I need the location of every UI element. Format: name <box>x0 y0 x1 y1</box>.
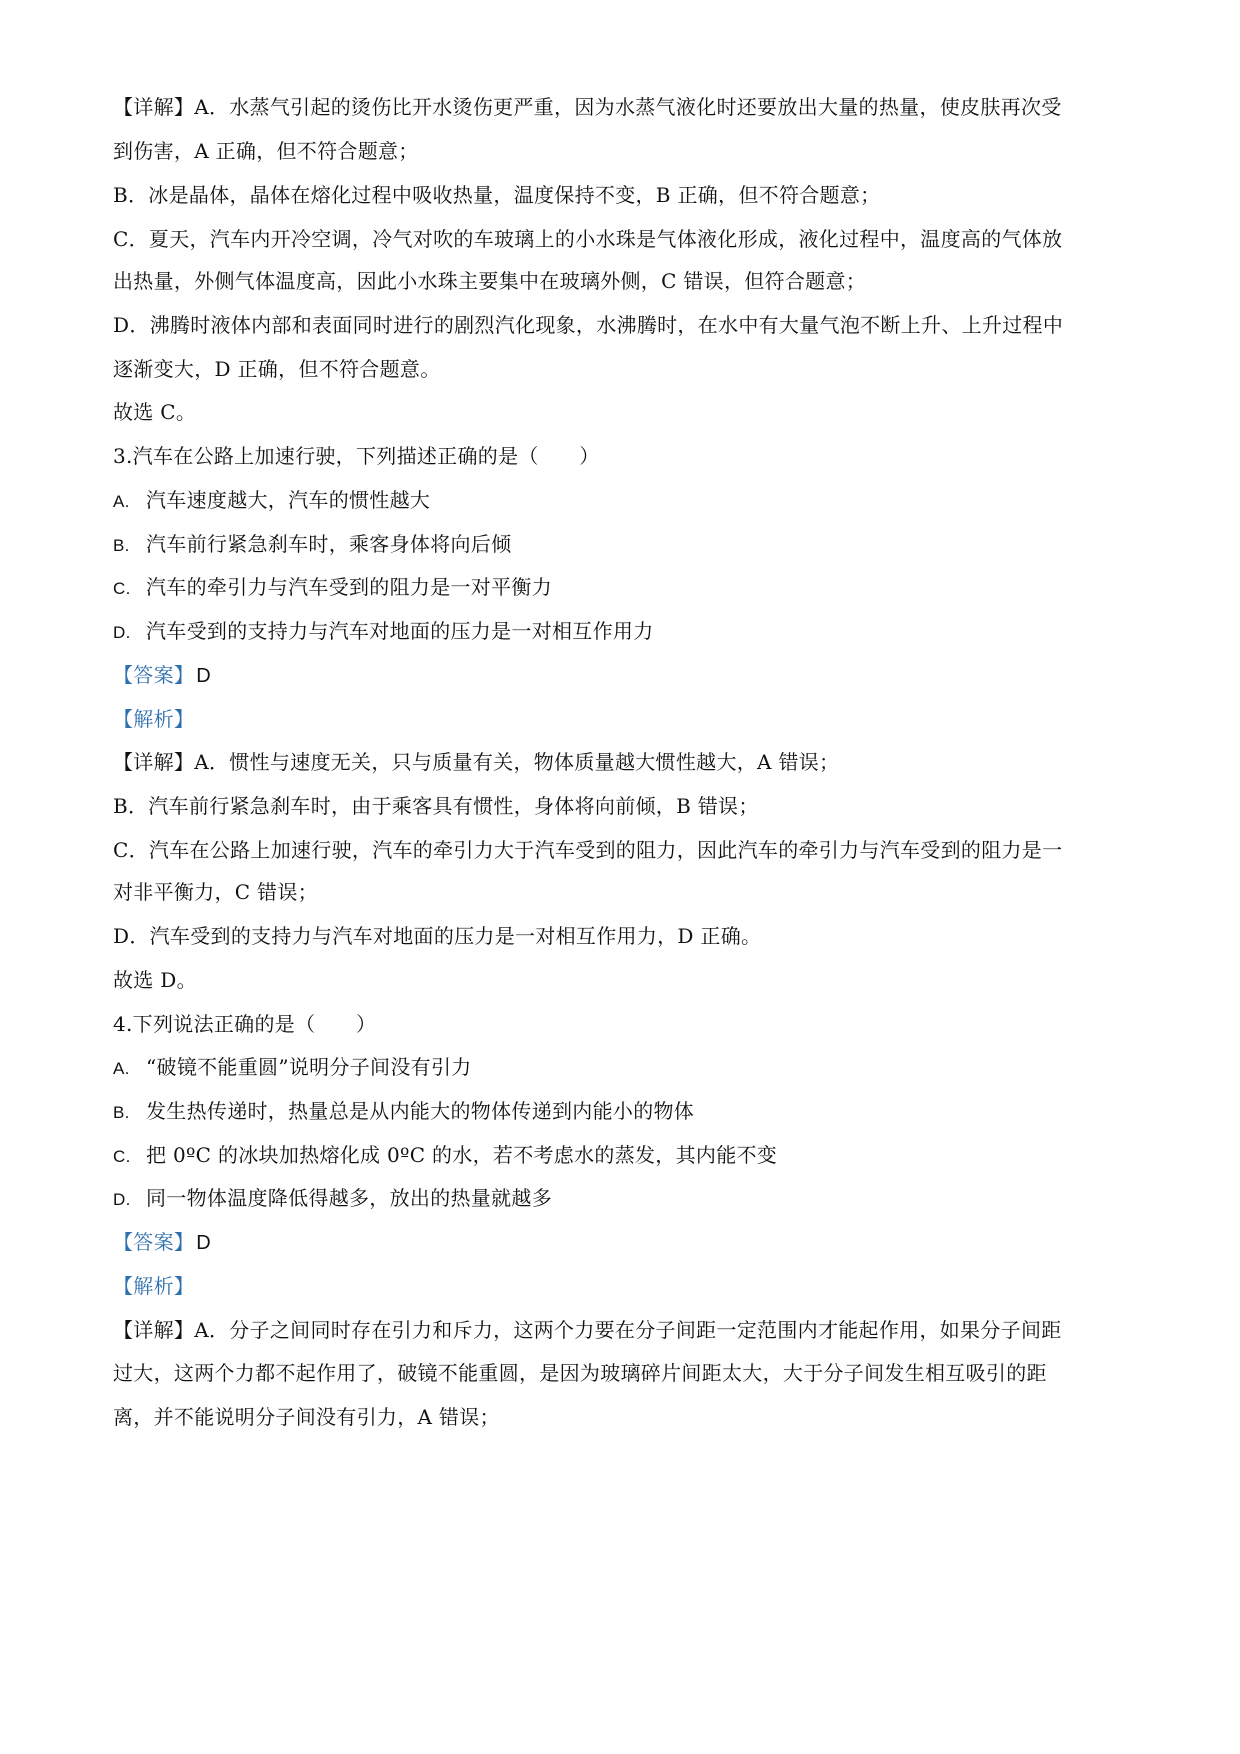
option-letter: C. <box>113 1147 131 1166</box>
option-text: 同一物体温度降低得越多，放出的热量就越多 <box>146 1186 552 1210</box>
option-letter: A. <box>113 1059 130 1078</box>
option-letter: C. <box>113 579 131 598</box>
q4-analysis-label: 【解析】 <box>113 1274 195 1298</box>
q2-conclusion: 故选 C。 <box>113 400 197 424</box>
q3-detail-line-1: 【详解】A．惯性与速度无关，只与质量有关，物体质量越大惯性越大，A 错误； <box>113 750 840 774</box>
q3-conclusion: 故选 D。 <box>113 968 197 992</box>
option-text: 汽车的牵引力与汽车受到的阻力是一对平衡力 <box>146 575 552 599</box>
q3-detail-line-3: C．汽车在公路上加速行驶，汽车的牵引力大于汽车受到的阻力，因此汽车的牵引力与汽车受到的阻力是一 <box>113 838 1063 862</box>
option-text: 汽车速度越大，汽车的惯性越大 <box>146 488 431 512</box>
q4-option-d <box>113 1184 1129 1214</box>
q3-detail-line-2: B．汽车前行紧急刹车时，由于乘客具有惯性，身体将向前倾，B 错误； <box>113 794 759 818</box>
option-letter: B. <box>113 1103 130 1122</box>
option-letter: B. <box>113 536 130 555</box>
q3-analysis-label: 【解析】 <box>113 707 195 731</box>
q2-detail-line-4: C．夏天，汽车内开冷空调，冷气对吹的车玻璃上的小水珠是气体液化形成，液化过程中，温度高的气体放 <box>113 227 1063 251</box>
answer-value: D <box>196 665 211 687</box>
option-text: 汽车前行紧急刹车时，乘客身体将向后倾 <box>146 532 512 556</box>
q3-detail-line-4: 对非平衡力，C 错误； <box>113 880 318 904</box>
answer-label: 【答案】 <box>113 1230 195 1254</box>
q3-option-c <box>113 573 1129 603</box>
q3-option-b <box>113 530 1129 560</box>
option-text: 把 0ºC 的冰块加热熔化成 0ºC 的水，若不考虑水的蒸发，其内能不变 <box>146 1143 778 1167</box>
answer-value: D <box>196 1232 211 1254</box>
q4-detail-line-3: 离，并不能说明分子间没有引力，A 错误； <box>113 1405 500 1429</box>
option-letter: D. <box>113 1190 131 1209</box>
option-letter: A. <box>113 492 130 511</box>
q4-detail-line-1: 【详解】A．分子之间同时存在引力和斥力，这两个力要在分子间距一定范围内才能起作用，如果分子间距 <box>113 1318 1062 1342</box>
option-text: “破镜不能重圆”说明分子间没有引力 <box>146 1055 472 1079</box>
q4-option-a <box>113 1053 1129 1083</box>
q4-option-c <box>113 1141 1129 1171</box>
q4-answer <box>113 1228 1129 1257</box>
q4-option-b <box>113 1097 1129 1127</box>
option-letter: D. <box>113 623 131 642</box>
q3-stem: 3.汽车在公路上加速行驶，下列描述正确的是（ ） <box>113 444 600 468</box>
q3-detail-line-5: D．汽车受到的支持力与汽车对地面的压力是一对相互作用力，D 正确。 <box>113 924 762 948</box>
q4-detail-line-2: 过大，这两个力都不起作用了，破镜不能重圆，是因为玻璃碎片间距太大，大于分子间发生相互吸引的距 <box>113 1361 1047 1385</box>
option-text: 汽车受到的支持力与汽车对地面的压力是一对相互作用力 <box>146 619 654 643</box>
q2-detail-line-5: 出热量，外侧气体温度高，因此小水珠主要集中在玻璃外侧，C 错误，但符合题意； <box>113 269 867 293</box>
q2-detail-line-2: 到伤害，A 正确，但不符合题意； <box>113 139 419 163</box>
q2-detail-line-7: 逐渐变大，D 正确，但不符合题意。 <box>113 357 441 381</box>
q3-answer <box>113 661 1129 690</box>
q2-detail-line-6: D．沸腾时液体内部和表面同时进行的剧烈汽化现象，水沸腾时，在水中有大量气泡不断上升、上升过程中 <box>113 313 1064 337</box>
answer-label: 【答案】 <box>113 663 195 687</box>
q2-detail-line-1: 【详解】A．水蒸气引起的烫伤比开水烫伤更严重，因为水蒸气液化时还要放出大量的热量，使皮肤再次受 <box>113 95 1062 119</box>
q2-detail-line-3: B．冰是晶体，晶体在熔化过程中吸收热量，温度保持不变，B 正确，但不符合题意； <box>113 183 881 207</box>
q3-option-d <box>113 617 1129 647</box>
q4-stem: 4.下列说法正确的是（ ） <box>113 1012 377 1036</box>
q3-option-a <box>113 486 1129 516</box>
option-text: 发生热传递时，热量总是从内能大的物体传递到内能小的物体 <box>146 1099 695 1123</box>
